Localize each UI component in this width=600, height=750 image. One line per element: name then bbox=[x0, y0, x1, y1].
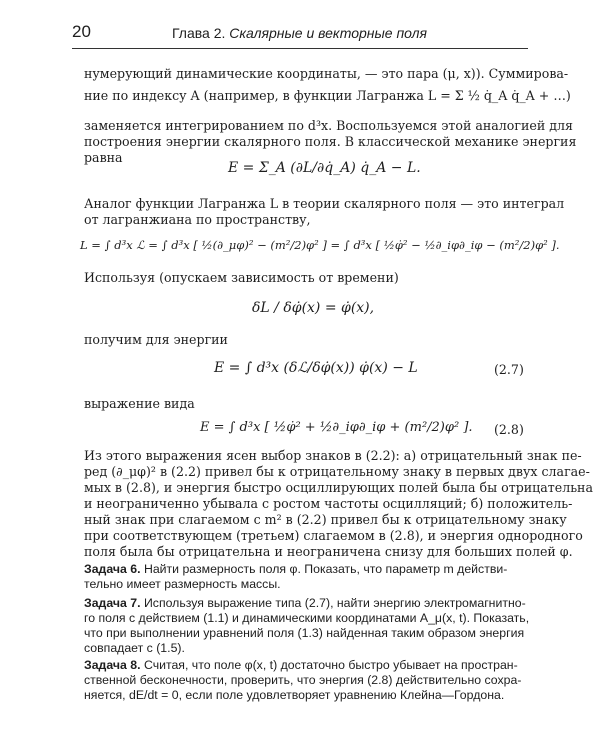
problem-text: Найти размерность поля φ. Показать, что параметр m действи-тельно имеет размерность массы. bbox=[84, 562, 508, 591]
body-line: Аналог функции Лагранжа L в теории скалярного поля — это интеграл bbox=[84, 196, 565, 211]
body-line: ный знак при слагаемом с m² в (2.2) привел бы к отрицательному знаку bbox=[84, 512, 567, 527]
problem-6 bbox=[84, 562, 532, 592]
body-line: заменяется интегрированием по d³x. Воспользуемся этой аналогией для bbox=[84, 118, 573, 133]
equation-lagrangian: L = ∫ d³x ℒ = ∫ d³x [ ½(∂_μφ)² − (m²/2)φ² ] = ∫ d³x [ ½φ̇² − ½∂_iφ∂_iφ − (m²/2)φ² ]. bbox=[80, 238, 560, 252]
body-line: ред (∂_μφ)² в (2.2) привел бы к отрицательному знаку в первых двух слагае- bbox=[84, 464, 590, 479]
body-line: получим для энергии bbox=[84, 332, 228, 347]
running-header bbox=[172, 25, 427, 41]
body-line: мых в (2.8), и энергия быстро осциллирующих полей была бы отрицательна bbox=[84, 480, 593, 495]
chapter-number: Глава 2. bbox=[172, 25, 226, 41]
equation-energy-classic: E = Σ_A (∂L/∂q̇_A) q̇_A − L. bbox=[228, 160, 421, 176]
body-line: и неограниченно убывала с ростом частоты осцилляций; б) положитель- bbox=[84, 496, 573, 511]
body-line: построения энергии скалярного поля. В классической механике энергия bbox=[84, 134, 577, 149]
equation-number-2-7: (2.7) bbox=[494, 362, 524, 377]
equation-2-8: E = ∫ d³x [ ½φ̇² + ½∂_iφ∂_iφ + (m²/2)φ² ]. bbox=[200, 420, 473, 435]
body-line: от лагранжиана по пространству, bbox=[84, 212, 311, 227]
problem-8 bbox=[84, 658, 532, 703]
body-line: нумерующий динамические координаты, — это пара (μ, x)). Суммирова- bbox=[84, 66, 569, 81]
equation-2-7: E = ∫ d³x (δℒ/δφ̇(x)) φ̇(x) − L bbox=[214, 360, 418, 376]
page-number: 20 bbox=[72, 22, 91, 41]
body-line: поля была бы отрицательна и неограничена снизу для больших полей φ. bbox=[84, 544, 573, 559]
body-line: Используя (опускаем зависимость от времени) bbox=[84, 270, 399, 285]
equation-variation: δL / δφ̇(x) = φ̇(x), bbox=[252, 300, 375, 316]
problem-title: Задача 6. bbox=[84, 562, 141, 576]
equation-number-2-8: (2.8) bbox=[494, 422, 524, 437]
body-line: выражение вида bbox=[84, 396, 195, 411]
problem-text: Используя выражение типа (2.7), найти энергию электромагнитно-го поля с действием (1.1) и динамическими координатами A_μ(x, t). Показать, что при выполнении уравнений поля (1.3) найденная таким образом энергия совпадает с (1.5). bbox=[84, 596, 530, 655]
body-line: при соответствующем (третьем) слагаемом в (2.8), и энергия однородного bbox=[84, 528, 583, 543]
chapter-title: Скалярные и векторные поля bbox=[229, 25, 428, 41]
problem-text: Считая, что поле φ(x, t) достаточно быстро убывает на простран-ственной бесконечности, проверить, что энергия (2.8) действительно сохра-няется, dE/dt = 0, если поле удовлетворяет уравнению Клейна—Гордона. bbox=[84, 658, 522, 702]
problem-title: Задача 7. bbox=[84, 596, 141, 610]
body-line: Из этого выражения ясен выбор знаков в (2.2): а) отрицательный знак пе- bbox=[84, 448, 582, 463]
problem-title: Задача 8. bbox=[84, 658, 141, 672]
body-line: ние по индексу A (например, в функции Лагранжа L = Σ ½ q̇_A q̇_A + …) bbox=[84, 88, 571, 103]
header-rule bbox=[72, 48, 528, 49]
body-line: равна bbox=[84, 150, 123, 165]
problem-7 bbox=[84, 596, 532, 656]
